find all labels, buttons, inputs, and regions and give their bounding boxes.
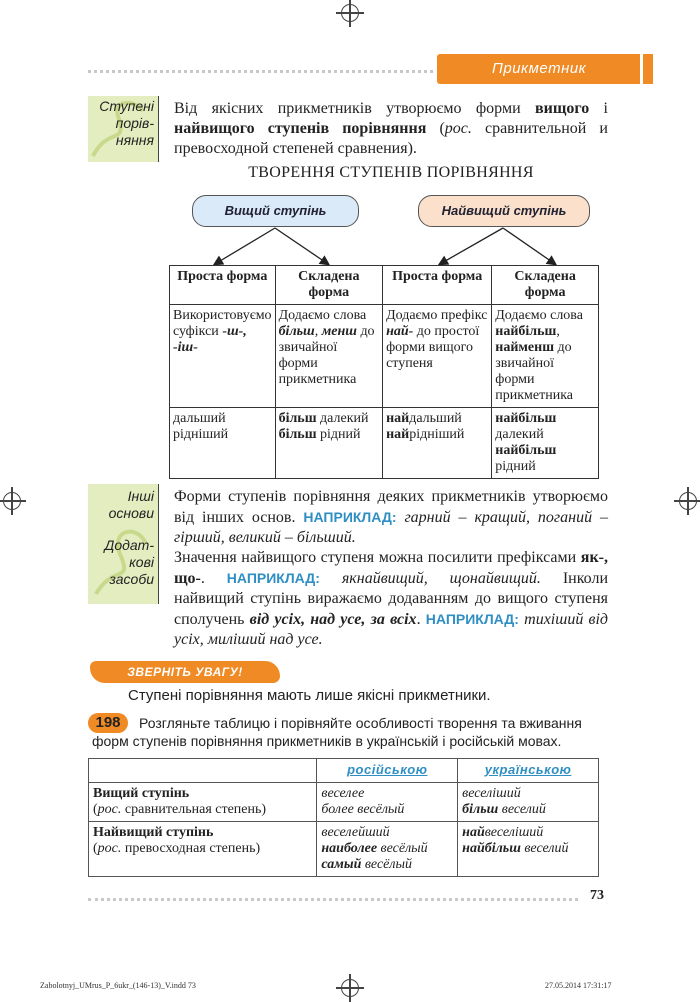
diagram-title: ТВОРЕННЯ СТУПЕНІВ ПОРІВНЯННЯ [248,164,534,181]
header-comparative-compound: Складена форма [275,266,383,305]
registration-mark-right [679,492,697,510]
rule-superlative-simple: Додаємо префікс най- до простої форми вищого ступеня [383,305,492,408]
footer-timestamp: 27.05.2014 17:31:17 [545,981,612,990]
russian-comparative-forms: веселее более весёлый [317,783,458,822]
side-label-degrees-line-1: Ступені [99,98,154,114]
row-label-comparative: Вищий ступінь (рос. сравнительная степень) [89,783,317,822]
comparison-row-comparative [89,783,599,822]
chapter-tab [437,54,653,84]
header-comparative-simple: Проста форма [170,266,276,305]
example-label: НАПРИКЛАД: [425,611,519,627]
attention-banner: ЗВЕРНІТЬ УВАГУ! [90,661,280,683]
side-label-degrees [88,96,159,162]
rule-comparative-compound: Додаємо слова більш, менш до звичайної форми прикметника [275,305,383,408]
column-russian: російською [317,759,458,783]
comparison-table-header [89,759,599,783]
example-comparative-compound: більш далекий більш рідний [275,408,383,479]
header-superlative-compound: Складена форма [492,266,599,305]
exercise-number-badge: 198 [88,713,128,733]
example-superlative-compound: найбільш далекий найбільш рідний [492,408,599,479]
side-label-extra-means-line-3: засоби [109,571,154,587]
footer-file-name: Zabolotnyj_UMrus_P_6ukr_(146-13)_V.indd 73 [40,981,196,990]
example-label: НАПРИКЛАД: [226,570,320,586]
footer-dotted-rule [88,898,578,901]
page-number: 73 [590,888,604,903]
side-label-other-stems-line-1: Інші [127,488,154,504]
other-stems-paragraph: Форми ступенів порівняння деяких прикметників утворюємо від інших основ. НАПРИКЛАД: гарний – кращий, поганий – гірший, великий – більший. [174,488,609,546]
comparison-row-superlative [89,822,599,877]
example-superlative-simple: найдальший найрідніший [383,408,492,479]
side-label-other-means [88,484,159,604]
side-label-extra-means-line-1: Додат- [104,537,154,553]
exercise-text: Розгляньте таблицю і порівняйте особливості творення та вживання форм ступенів порівняння прикметників в українській і російській мовах. [92,715,582,749]
side-label-extra-means-line-2: кові [129,554,154,570]
superlative-degree-label: Найвищий ступінь [418,195,590,227]
header-dotted-rule [88,70,433,73]
registration-mark-bottom [341,979,359,997]
russian-superlative-forms: веселейший наиболее весёлый самый весёлый [317,822,458,877]
intro-paragraph: Від якісних прикметників утворюємо форми вищого і найвищого ступенів порівняння (рос. сравнительной и превосходной степеней сравнения). [174,100,608,157]
rule-superlative-compound: Додаємо слова найбільш, найменш до звичайної форми прикметника [492,305,599,408]
ukrainian-superlative-forms: найвеселіший найбільш веселий [458,822,599,877]
formation-table-header [170,266,599,305]
extra-means-paragraph: Значення найвищого ступеня можна посилити префіксами як-, що-. НАПРИКЛАД: якнайвищий, щонайвищий. Інколи найвищий ступінь виражаємо додаванням до вищого ступеня сполучень від усіх, над усе, за всіх. НАПРИКЛАД: тихіший від усіх, миліший над усе. [174,549,609,648]
chapter-tab-accent [640,54,643,84]
header-superlative-simple: Проста форма [383,266,492,305]
registration-mark-top [341,4,359,22]
comparative-degree-label: Вищий ступінь [192,195,359,227]
column-ukrainian: українською [458,759,599,783]
ukrainian-comparative-forms: веселіший більш веселий [458,783,599,822]
example-label: НАПРИКЛАД: [303,509,397,525]
chapter-tab-label: Прикметник [492,60,587,77]
formation-table [169,265,599,479]
side-label-degrees-line-3: няння [115,132,154,148]
side-label-other-stems-line-2: основи [108,505,154,521]
comparison-table [88,758,599,877]
example-comparative-simple: дальший рідніший [170,408,276,479]
side-label-degrees-line-2: порів- [115,115,154,131]
formation-examples-row [170,408,599,479]
formation-rules-row [170,305,599,408]
rule-comparative-simple: Використовуємо суфікси -ш-, -іш- [170,305,276,408]
row-label-superlative: Найвищий ступінь (рос. превосходная степень) [89,822,317,877]
attention-text: Ступені порівняння мають лише якісні прикметники. [128,687,491,704]
diagram-arrows [170,226,610,268]
registration-mark-left [3,492,21,510]
